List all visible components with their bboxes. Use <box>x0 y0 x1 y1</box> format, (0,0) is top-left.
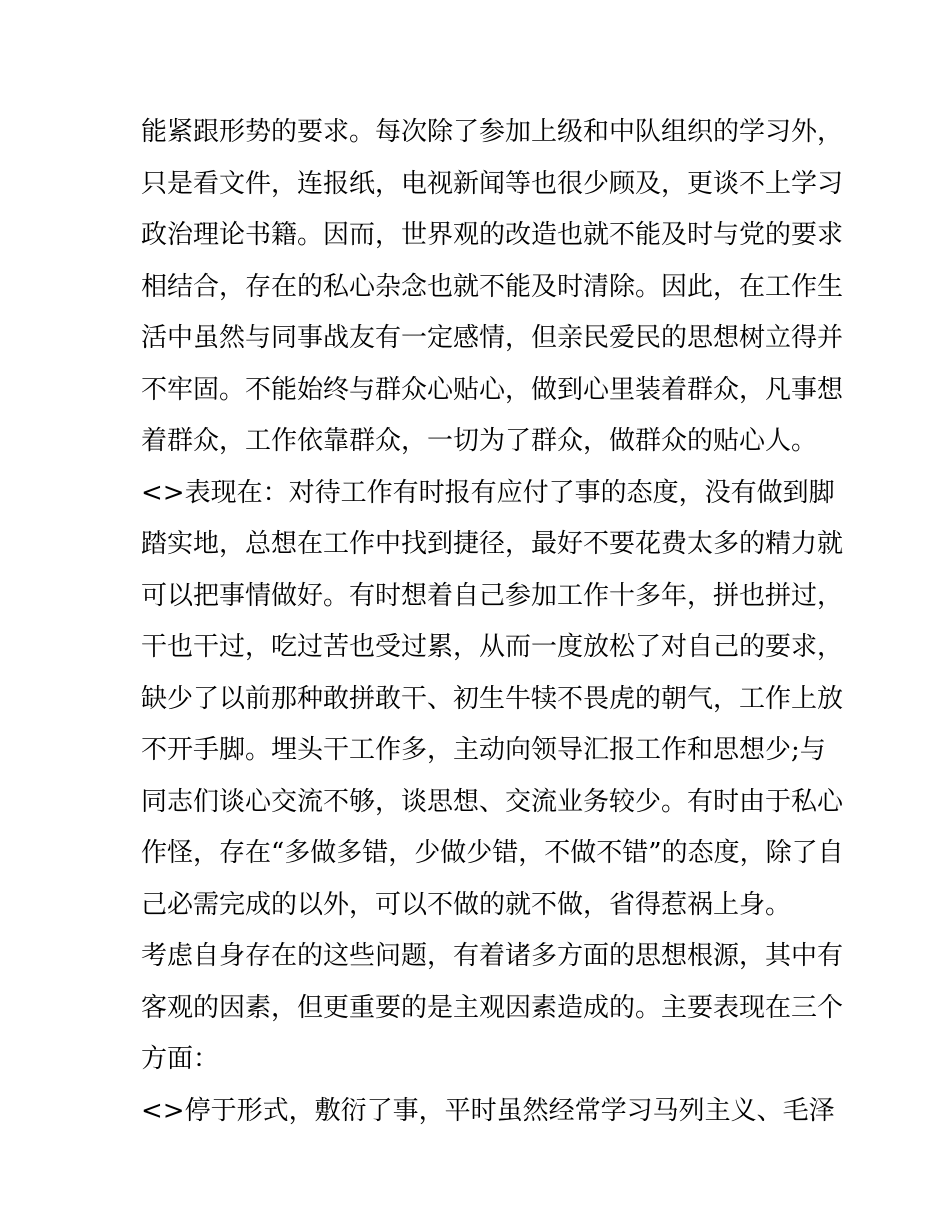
text-line: <>表现在：对待工作有时报有应付了事的态度，没有做到脚 <box>141 477 835 508</box>
text-line: 着群众，工作依靠群众，一切为了群众，做群众的贴心人。 <box>141 426 818 456</box>
text-line: 可以把事情做好。有时想着自己参加工作十多年，拼也拼过， <box>141 580 844 611</box>
text-line: 方面： <box>141 1044 220 1074</box>
text-line: 考虑自身存在的这些问题，有着诸多方面的思想根源，其中有 <box>141 941 844 971</box>
text-line: 只是看文件，连报纸，电视新闻等也很少顾及，更谈不上学习 <box>141 168 844 199</box>
text-line: 客观的因素，但更重要的是主观因素造成的。主要表现在三个 <box>141 992 844 1023</box>
text-line: 活中虽然与同事战友有一定感情，但亲民爱民的思想树立得并 <box>141 323 844 353</box>
text-line: 不牢固。不能始终与群众心贴心，做到心里装着群众，凡事想 <box>141 374 844 405</box>
text-line: 相结合，存在的私心杂念也就不能及时清除。因此，在工作生 <box>141 271 844 302</box>
text-line: <>停于形式，敷衍了事，平时虽然经常学习马列主义、毛泽 <box>141 1095 835 1126</box>
text-line: 政治理论书籍。因而，世界观的改造也就不能及时与党的要求 <box>141 220 844 250</box>
text-line: 不开手脚。埋头干工作多，主动向领导汇报工作和思想少;与 <box>141 735 826 765</box>
text-line: 能紧跟形势的要求。每次除了参加上级和中队组织的学习外， <box>141 117 844 147</box>
text-line: 踏实地，总想在工作中找到捷径，最好不要花费太多的精力就 <box>141 529 844 559</box>
text-line: 同志们谈心交流不够，谈思想、交流业务较少。有时由于私心 <box>141 786 844 817</box>
text-line: 干也干过，吃过苦也受过累，从而一度放松了对自己的要求， <box>141 632 844 662</box>
text-line: 己必需完成的以外，可以不做的就不做，省得惹祸上身。 <box>141 889 792 920</box>
text-line: 作怪，存在“多做多错，少做少错，不做不错”的态度，除了自 <box>141 838 844 868</box>
text-line: 缺少了以前那种敢拼敢干、初生牛犊不畏虎的朝气，工作上放 <box>141 683 844 714</box>
body-text <box>141 107 844 1137</box>
